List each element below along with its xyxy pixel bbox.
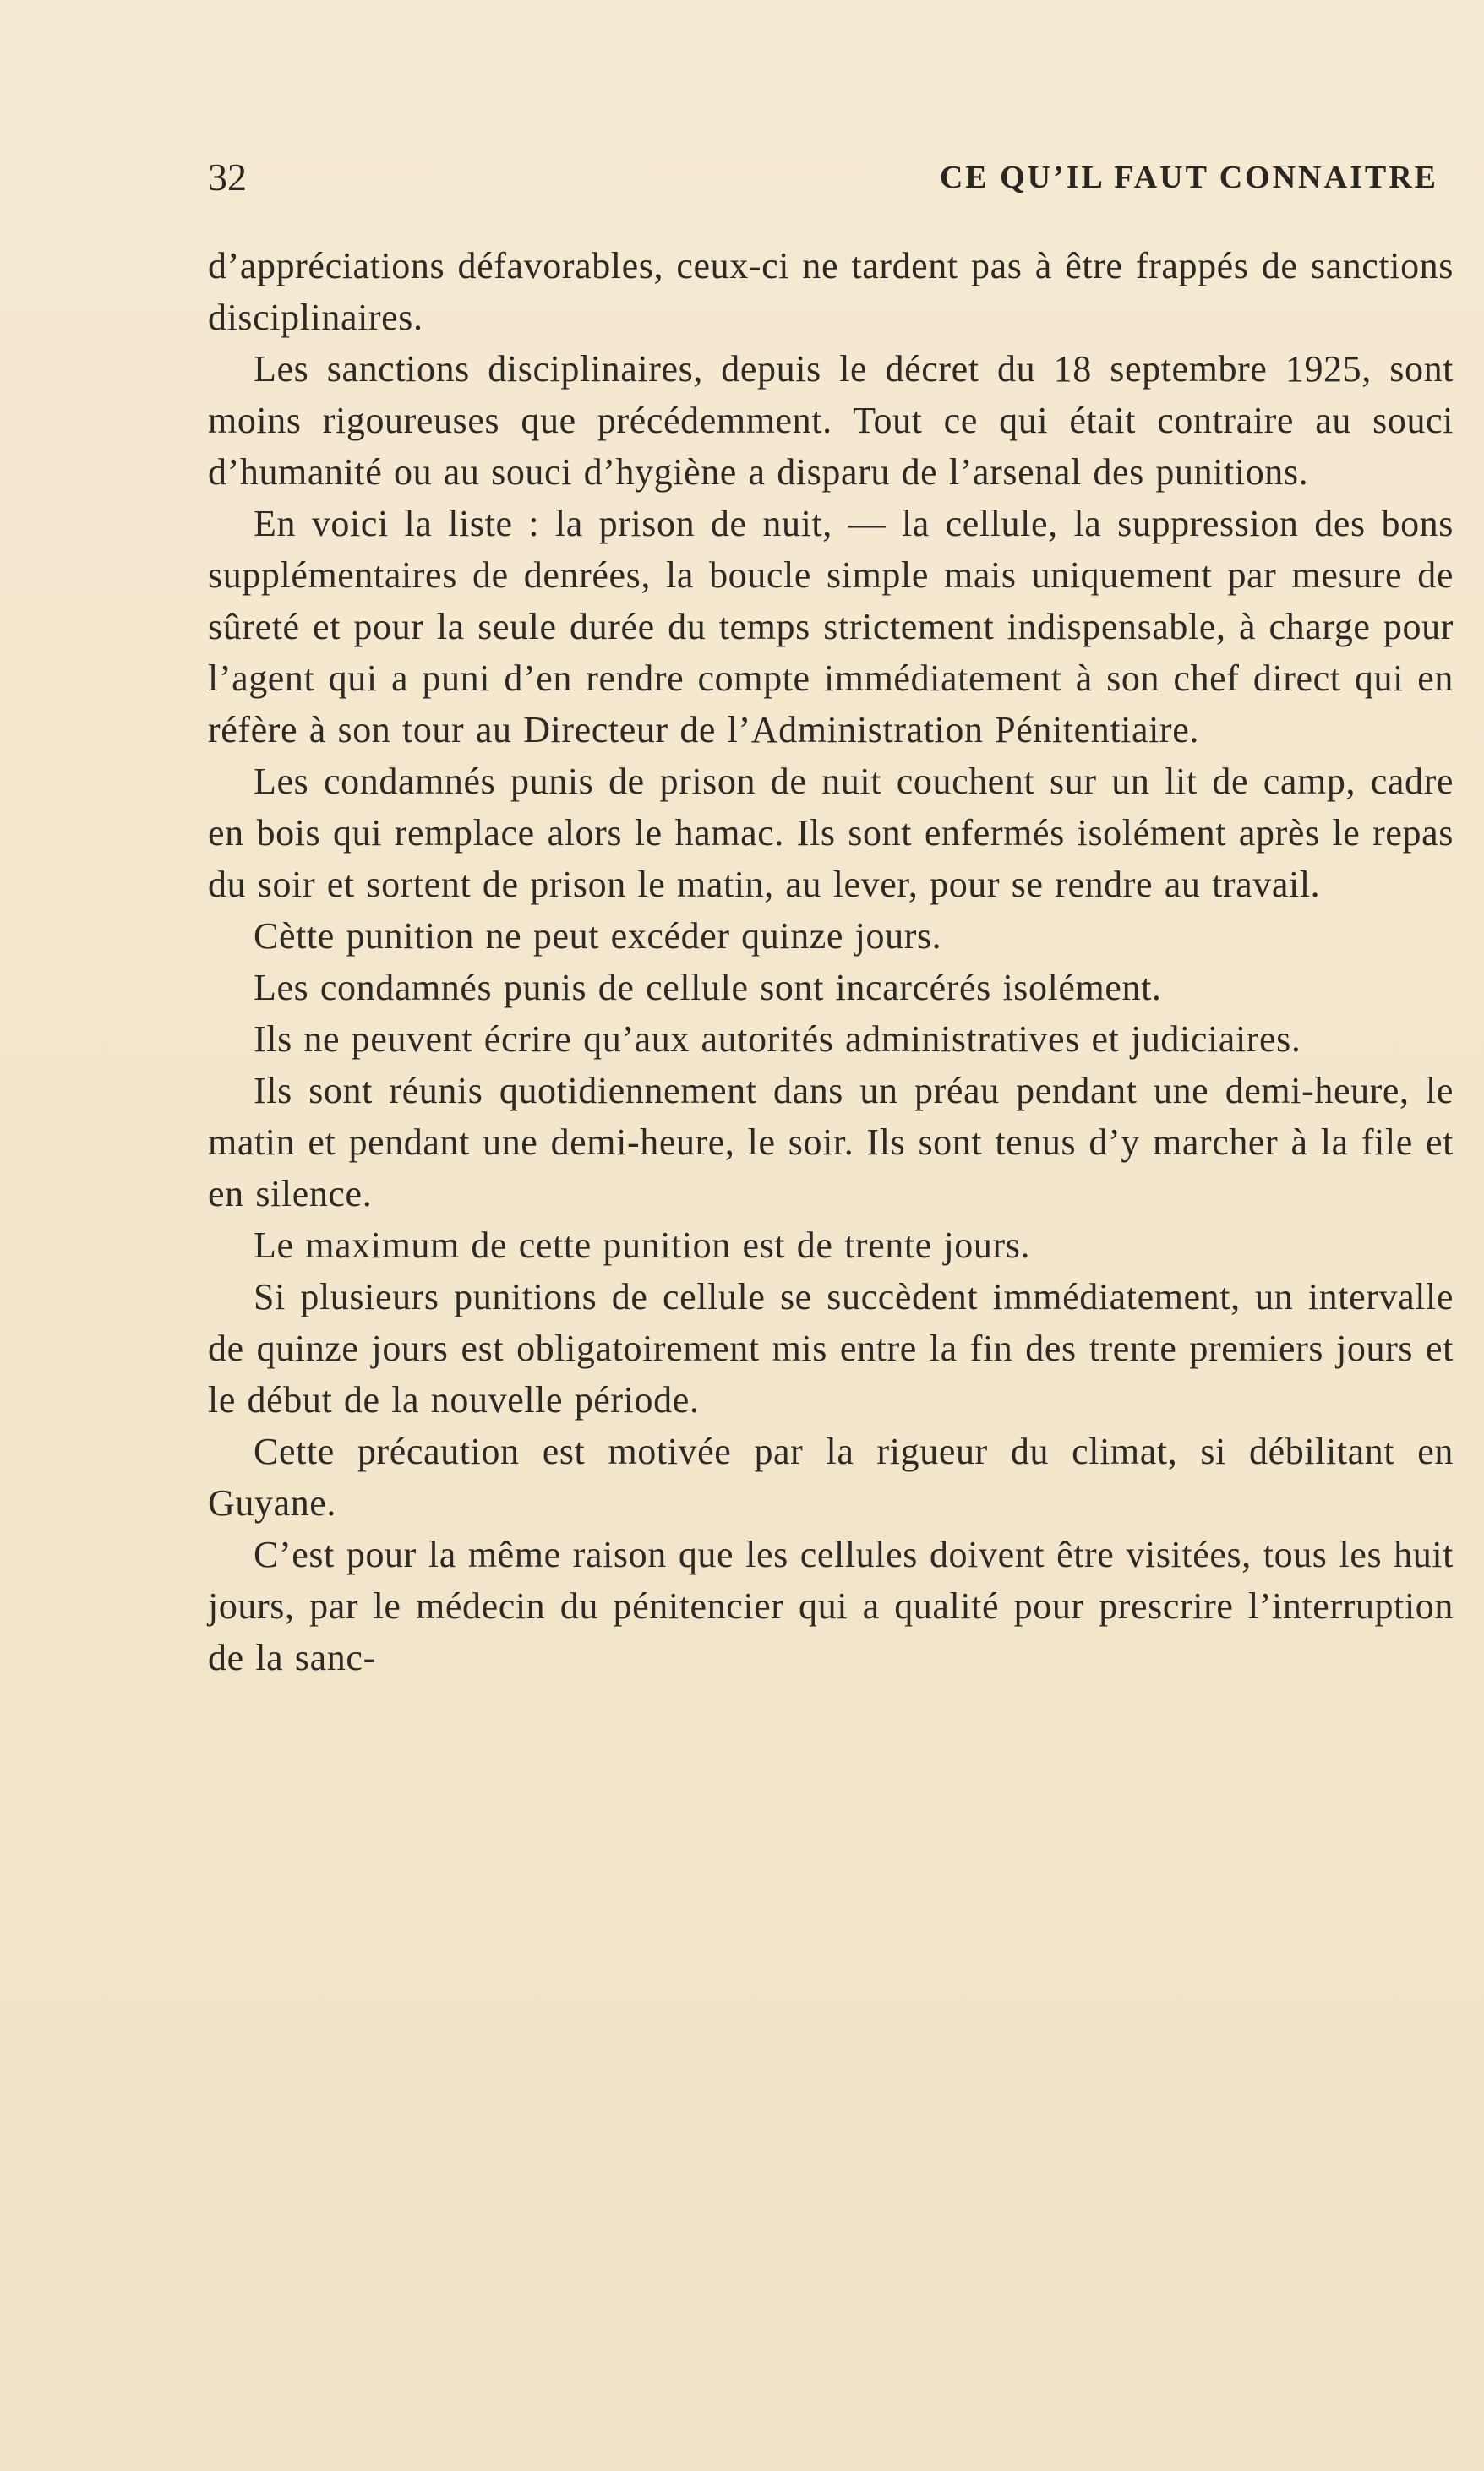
- paragraph: Si plusieurs punitions de cellule se succèdent immédiatement, un intervalle de quinze jours est obligatoirement mis entre la fin des trente premiers jours et le début de la nouvelle période.: [208, 1276, 1454, 1421]
- paragraph: Ils sont réunis quotidiennement dans un préau pendant une demi-heure, le matin et pendant une demi-heure, le soir. Ils sont tenus d’y marcher à la file et en silence.: [208, 1070, 1454, 1214]
- page-header: [208, 152, 1438, 203]
- paragraph: d’appréciations défavorables, ceux-ci ne tardent pas à être frappés de sanctions disciplinaires.: [208, 245, 1454, 338]
- paragraph: Les condamnés punis de prison de nuit couchent sur un lit de camp, cadre en bois qui remplace alors le hamac. Ils sont enfermés isolément après le repas du soir et sortent de prison le matin, au lever, pour se rendre au travail.: [208, 761, 1454, 905]
- paragraph: Le maximum de cette punition est de trente jours.: [254, 1225, 1031, 1266]
- paragraph: Cètte punition ne peut excéder quinze jours.: [254, 915, 942, 957]
- paragraph: Ils ne peuvent écrire qu’aux autorités administratives et judiciaires.: [254, 1018, 1301, 1060]
- body-text: [208, 240, 1454, 1683]
- paragraph: C’est pour la même raison que les cellules doivent être visitées, tous les huit jours, par le médecin du pénitencier qui a qualité pour prescrire l’interruption de la sanc-: [208, 1534, 1454, 1678]
- paragraph: Cette précaution est motivée par la rigueur du climat, si débilitant en Guyane.: [208, 1431, 1454, 1524]
- paragraph: Les sanctions disciplinaires, depuis le décret du 18 septembre 1925, sont moins rigoureuses que précédemment. Tout ce qui était contraire au souci d’humanité ou au souci d’hygiène a disparu de l’arsenal des punitions.: [208, 348, 1454, 493]
- paragraph: En voici la liste : la prison de nuit, — la cellule, la suppression des bons supplémentaires de denrées, la boucle simple mais uniquement par mesure de sûreté et pour la seule durée du temps strictement indispensable, à charge pour l’agent qui a puni d’en rendre compte immédiatement à son chef direct qui en réfère à son tour au Directeur de l’Administration Pénitentiaire.: [208, 503, 1454, 750]
- paragraph: Les condamnés punis de cellule sont incarcérés isolément.: [254, 967, 1162, 1008]
- running-title: CE QU’IL FAUT CONNAITRE: [939, 160, 1438, 195]
- page-number: 32: [208, 155, 247, 199]
